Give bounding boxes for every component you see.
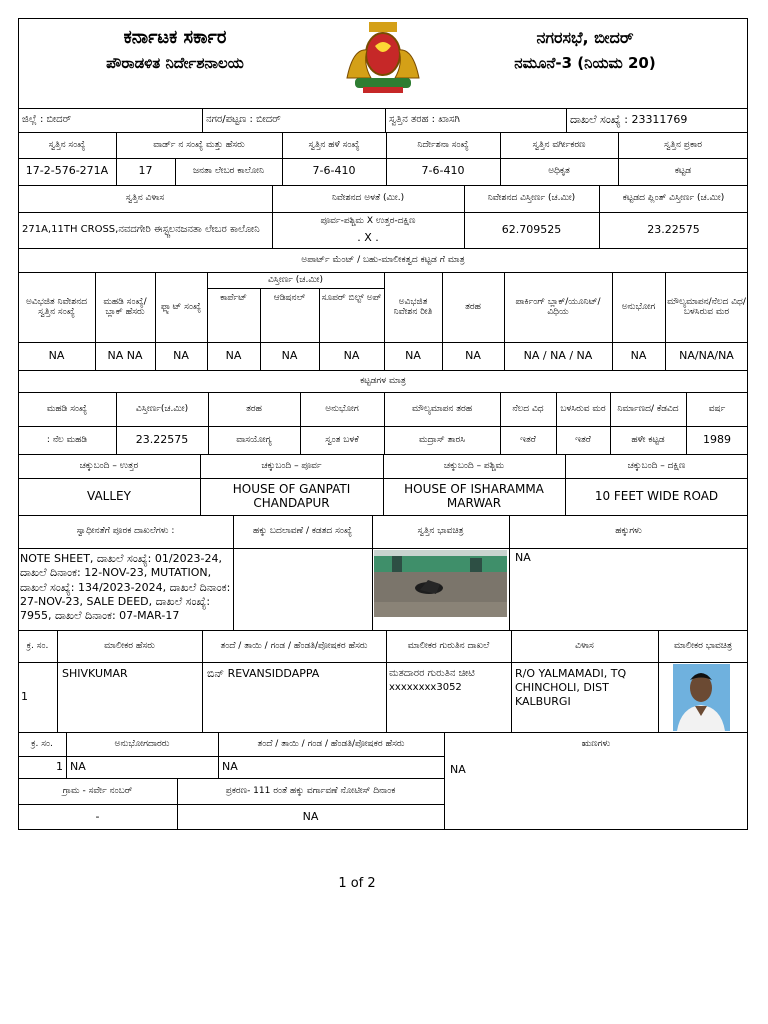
occupant-name: NA (70, 759, 86, 773)
property-kind-header: ಸ್ವತ್ತಿನ ಪ್ರಕಾರ (664, 139, 702, 150)
town-label: ನಗರ/ಪಟ್ಟಣ : ಬೀದರ್ (206, 114, 281, 126)
liabilities-header: ಋಣಗಳು (581, 738, 611, 749)
owner-serial-header: ಕ್ರ. ಸಂ. (26, 640, 49, 651)
bld-value-area: 23.22575 (135, 432, 189, 446)
ward-header: ವಾರ್ಡ್ ನ ಸಂಖ್ಯೆ ಮತ್ತು ಹೆಸರು (153, 139, 245, 150)
bld-header-usage: ಅನುಭೋಗ (325, 403, 359, 414)
apt-value-usage: NA (630, 348, 647, 362)
apt-header-super-builtup: ಸೂಪರ್ ಬಿಲ್ಟ್ ಅಪ್ (321, 292, 382, 303)
bld-value-construction: ಹಳೇ ಕಟ್ಟಡ (631, 434, 665, 445)
owner-photo (673, 664, 730, 731)
header-left-subtitle: ಪೌರಾಡಳಿತ ನಿರ್ದೇಶನಾಲಯ (106, 54, 244, 73)
apt-value-super-builtup: NA (343, 348, 360, 362)
bld-value-floor: : ನೆಲ ಮಹಡಿ (46, 434, 88, 445)
occupant-serial: 1 (56, 759, 63, 773)
apartment-section-title: ಅಪಾರ್ಟ್ ಮೆಂಟ್ / ಬಹು-ಮಾಲೀಕತ್ವದ ಕಟ್ಟಡ ಗೆ ಮಾತ್ರ (301, 254, 465, 265)
site-area-header: ನಿವೇಶನದ ವಿಸ್ತೀರ್ಣ (ಚ.ಮೀ) (487, 193, 576, 204)
address-header: ಸ್ವತ್ತಿನ ವಿಳಾಸ (125, 193, 165, 204)
header-right-title: ನಗರಸಭೆ, ಬೀದರ್ (536, 27, 634, 47)
owner-photo-header: ಮಾಲೀಕರ ಭಾವಚಿತ್ರ (673, 640, 733, 651)
bld-header-area: ವಿಸ್ತೀರ್ಣ(ಚ.ಮೀ) (135, 403, 189, 414)
owner-id-header: ಮಾಲೀಕರ ಗುರುತಿನ ದಾಖಲೆ (407, 640, 490, 651)
mutation-header: ಹಕ್ಕು ಬದಲಾವಣೆ / ಕಡತದ ಸಂಖ್ಯೆ (252, 526, 352, 537)
bld-value-year: 1989 (703, 432, 731, 446)
property-photo-header: ಸ್ವತ್ತಿನ ಭಾವಚಿತ್ರ (417, 526, 464, 537)
owner-id-document: ಮತದಾರರ ಗುರುತಿನ ಚೀಟಿ xxxxxxxx3052 (389, 668, 475, 693)
boundary-south: 10 FEET WIDE ROAD (594, 488, 719, 503)
documents-header: ಸ್ವಾಧೀನತೆಗೆ ಪೂರಕ ದಾಖಲೆಗಳು : (76, 526, 175, 537)
header-right-subtitle: ನಮೂನೆ-3 (ನಿಯಮ 20) (514, 54, 656, 73)
transfer-notice-header: ಪ್ರಕರಣ- 111 ರಂತೆ ಹಕ್ಕು ವರ್ಗಾವಣೆ ನೋಟೀಸ್ ದಿನಾಂಕ (225, 785, 396, 796)
bld-header-kind: ತರಹ (246, 403, 262, 414)
apt-value-carpet: NA (225, 348, 242, 362)
bld-value-floor-type: ಇತರೆ (520, 434, 536, 445)
liabilities-value: NA (450, 762, 466, 776)
apt-value-kind: NA (465, 348, 481, 362)
apt-header-additional: ಆಡಿಷನಲ್ (273, 292, 306, 303)
apt-header-usage: ಅನುಭೋಗ (621, 301, 656, 312)
rights-value: NA (515, 552, 531, 564)
apt-header-flat-number: ಫ್ಲ್ಯಾಟ್ ಸಂಖ್ಯೆ (160, 301, 202, 312)
occupant-parent: NA (222, 759, 238, 773)
property-kind-value: ಕಟ್ಟಡ (674, 166, 692, 177)
survey-number-value: - (95, 809, 100, 823)
owner-name: SHIVKUMAR (62, 667, 128, 680)
boundary-north-header: ಚಕ್ಕುಬಂದಿ – ಉತ್ತರ (79, 460, 139, 471)
boundary-north: VALLEY (87, 488, 131, 503)
bld-value-usage: ಸ್ವಂತ ಬಳಕೆ (325, 434, 359, 445)
boundary-west: HOUSE OF ISHARAMMA MARWAR (404, 481, 544, 510)
apt-value-floor-block: NA NA (107, 348, 143, 362)
apt-value-flat-number: NA (173, 348, 189, 362)
district-label: ಜಿಲ್ಲೆ : ಬೀದರ್ (22, 114, 72, 126)
old-number: 7-6-410 (312, 164, 356, 178)
occupant-name-header: ಅನುಭೋಗದಾರರು (114, 738, 170, 749)
bld-header-construction: ನಿರ್ಮಾಣದ/ ಕೆಡವಿದ (617, 403, 679, 414)
occupant-serial-header: ಕ್ರ. ಸಂ. (31, 738, 53, 749)
bld-header-floor-type: ನೆಲದ ವಿಧ (512, 403, 544, 414)
property-number: 17-2-576-271A (25, 164, 109, 178)
property-address: 271A,11TH CROSS,ನವದಗೇರಿ ಈಸ್ಟ್ಚಲನಜನತಾ ಲೇಬರ ಕಾಲೋನಿ (22, 224, 260, 236)
boundary-west-header: ಚಕ್ಕುಬಂದಿ – ಪಶ್ಚಿಮ (443, 460, 505, 471)
owner-name-header: ಮಾಲೀಕರ ಹೆಸರು (104, 640, 155, 651)
apartment-area-group: ವಿಸ್ತೀರ್ಣ (ಚ.ಮೀ) (267, 274, 324, 285)
survey-number-header: ಗ್ರಾಮ - ಸರ್ವೇ ನಂಬರ್ (62, 785, 133, 796)
plinth-area-header: ಕಟ್ಟಡದ ಪ್ಲಿಂತ್ ವಿಸ್ತೀರ್ಣ (ಚ.ಮೀ) (622, 193, 725, 204)
boundary-south-header: ಚಕ್ಕುಬಂದಿ – ದಕ್ಷಿಣ (627, 460, 686, 471)
ward-name: ಜನತಾ ಲೇಬರ ಕಾಲೋನಿ (192, 166, 265, 177)
owner-address: R/O YALMAMADI, TQ CHINCHOLI, DIST KALBURGI (515, 667, 627, 708)
boundary-east-header: ಚಕ್ಕುಬಂದಿ – ಪೂರ್ವ (261, 460, 322, 471)
direction-number-header: ನಿರ್ದೇಶನಾ ಸಂಖ್ಯೆ (417, 139, 469, 150)
apt-value-undivided-type: NA (405, 348, 421, 362)
transfer-notice-value: NA (302, 809, 319, 823)
owner-address-header: ವಿಳಾಸ (575, 640, 594, 651)
supporting-documents-text: NOTE SHEET, ದಾಖಲೆ ಸಂಖ್ಯೆ: 01/2023-24, ದಾಖಲೆ ದಿನಾಂಕ: 12-NOV-23, MUTATION, ದಾಖಲೆ ಸಂಖ್ಯೆ: 134/2023-2024, ದಾಖಲೆ ದಿನಾಂಕ: 27-NOV-23, SALE DEED, ದಾಖಲೆ ಸಂಖ್ಯೆ: 7955, ದಾಖಲೆ ದಿನಾಂಕ: 07-MAR-17 (20, 552, 231, 623)
direction-number: 7-6-410 (421, 164, 465, 178)
apt-header-kind: ತರಹ (465, 301, 481, 312)
plinth-area-value: 23.22575 (647, 222, 700, 236)
site-area-value: 62.709525 (501, 222, 562, 236)
rights-header: ಹಕ್ಕುಗಳು (615, 526, 642, 537)
bld-value-valuation-type: ಮದ್ರಾಸ್ ತಾರಸಿ (419, 434, 465, 445)
property-number-header: ಸ್ವತ್ತಿನ ಸಂಖ್ಯೆ (48, 139, 86, 150)
classification-header: ಸ್ವತ್ತಿನ ವರ್ಗೀಕರಣ (532, 139, 586, 150)
apt-header-carpet: ಕಾರ್ಪೆಟ್ (220, 292, 247, 303)
old-number-header: ಸ್ವತ್ತಿನ ಹಳೆ ಸಂಖ್ಯೆ (308, 139, 360, 150)
apt-header-parking: ಪಾರ್ಕಿಂಗ್ ಬ್ಲಾಕ್/ಯೂನಿಟ್/ವಿಧಿಯ (515, 296, 601, 317)
apt-value-undivided-number: NA (48, 348, 65, 362)
apt-value-additional: NA (281, 348, 298, 362)
page-indicator: 1 of 2 (338, 875, 376, 891)
dimensions-header: ನಿವೇಶನದ ಅಳತೆ (ಮೀ.) (331, 193, 405, 204)
bld-header-valuation-type: ಮೌಲ್ಯಮಾಪನ ತರಹ (411, 403, 473, 414)
property-type-label: ಸ್ವತ್ತಿನ ತರಹ : ಖಾಸಗಿ (389, 114, 460, 126)
owner-serial: 1 (21, 689, 28, 703)
apt-header-valuation: ಮೌಲ್ಯಮಾಪನ/ನೆಲದ ವಿಧ/ಬಳಸಿರುವ ಮರ (667, 296, 746, 317)
file-number: ದಾಖಲೆ ಸಂಖ್ಯೆ : 23311769 (570, 112, 688, 126)
bld-value-kind: ವಾಸಯೋಗ್ಯ (236, 434, 272, 445)
apt-header-undivided-number: ಅವಿಭಜಿತ ನಿವೇಶನದ ಸ್ವತ್ತಿನ ಸಂಖ್ಯೆ (25, 296, 88, 317)
apt-header-floor-block: ಮಹಡಿ ಸಂಖ್ಯೆ/ಬ್ಲಾಕ್ ಹೆಸರು (103, 296, 147, 317)
apt-value-valuation: NA/NA/NA (679, 348, 734, 362)
ward-number: 17 (138, 164, 153, 178)
bld-header-floor: ಮಹಡಿ ಸಂಖ್ಯೆ (46, 403, 88, 414)
state-emblem (337, 20, 429, 95)
owner-parent-header: ತಂದೆ / ತಾಯಿ / ಗಂಡ / ಹೆಂಡತಿ/ಪೋಷಕರ ಹೆಸರು (220, 640, 368, 651)
classification-value: ಅಧಿಕೃತ (548, 166, 570, 177)
bld-header-wood: ಬಳಸಿರುವ ಮರ (560, 403, 606, 414)
property-photo (374, 550, 507, 617)
bld-value-wood: ಇತರೆ (575, 434, 591, 445)
occupant-parent-header: ತಂದೆ / ತಾಯಿ / ಗಂಡ / ಹೆಂಡತಿ/ಪೋಷಕರ ಹೆಸರು (257, 738, 405, 749)
apt-value-parking: NA / NA / NA (523, 348, 593, 362)
header-left-title: ಕರ್ನಾಟಕ ಸರ್ಕಾರ (123, 26, 227, 48)
dimensions-label: ಪೂರ್ವ-ಪಶ್ಚಿಮ X ಉತ್ತರ-ದಕ್ಷಿಣ (320, 215, 416, 226)
boundary-east: HOUSE OF GANPATI CHANDAPUR (232, 481, 351, 510)
owner-parent: ಬಿನ್ REVANSIDDAPPA (207, 667, 320, 680)
bld-header-year: ವರ್ಷ (708, 403, 726, 414)
building-section-title: ಕಟ್ಟಡಗಳ ಮಾತ್ರ (360, 375, 406, 386)
apt-header-undivided-type: ಅವಿಭಜಿತ ನಿವೇಶನ ರೀತಿ (393, 296, 433, 317)
dimensions-value: . X . (357, 230, 379, 244)
